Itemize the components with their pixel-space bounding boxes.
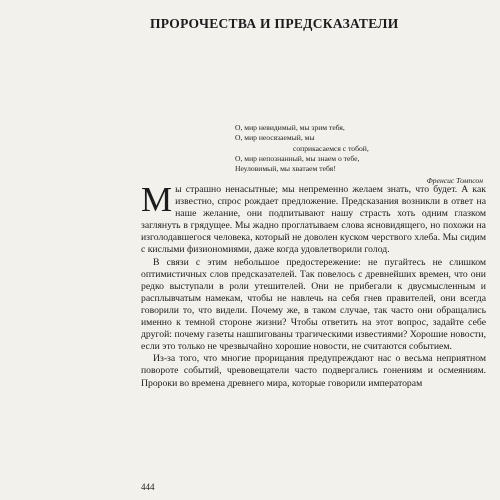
drop-cap: М <box>141 180 173 219</box>
epigraph-line: О, мир невидимый, мы зрим тебя, <box>235 123 345 132</box>
paragraph-text: ы страшно ненасытные; мы непременно желаем знать, что будет. А как известно, спрос рождает предложение. Предсказания возникли в ответ на наше желание, они подпитывают нашу страсть хоть одним глазком заглянуть в грядущее. Мы жадно проглатываем слова ясновидящего, но похожи на изголодавшегося человека, который не доволен куском черствого хлеба. Мы сидим с кислыми физиономиями, даже когда удовлетворили голод. <box>141 184 486 256</box>
chapter-title: ПРОРОЧЕСТВА И ПРЕДСКАЗАТЕЛИ <box>150 16 399 31</box>
epigraph <box>235 123 485 187</box>
epigraph-line: О, мир неосязаемый, мы <box>235 133 315 143</box>
paragraph-text: Из-за того, что многие прорицания предупреждают нас о весьма неприятном повороте событий, чревовещатели часто подвергались гонениям и осмеяниям. Пророки во времена древнего мира, которые говорили императорам <box>141 353 486 389</box>
epigraph-author: Френсис Томпсон <box>426 176 483 186</box>
epigraph-line: О, мир непознанный, мы знаем о тебе, <box>235 153 360 163</box>
paragraph-text: В связи с этим небольшое предостережение: не пугайтесь не слишком оптимистичных слов предсказателей. Так повелось с древнейших времен, что они редко выступали в роли утешителей. Они не прибегали к двусмысленным и расплывчатым намекам, чтобы не навлечь на себя гнев правителей, они всегда говорили то, что видели. Почему же, в таком случае, так часто они обращались именно к темной стороне жизни? Чтобы ответить на этот вопрос, задайте себе другой: почему газеты нашпигованы трагическими известиями? Хорошие новости, если это только не чрезвычайно хорошие новости, не считаются событием. <box>141 256 486 353</box>
paragraph <box>141 257 486 354</box>
epigraph-line: соприкасаемся с тобой, <box>293 143 369 153</box>
page-number: 444 <box>141 482 155 492</box>
epigraph-line: Неуловимый, мы хватаем тебя! <box>235 164 336 174</box>
paragraph <box>141 353 486 389</box>
